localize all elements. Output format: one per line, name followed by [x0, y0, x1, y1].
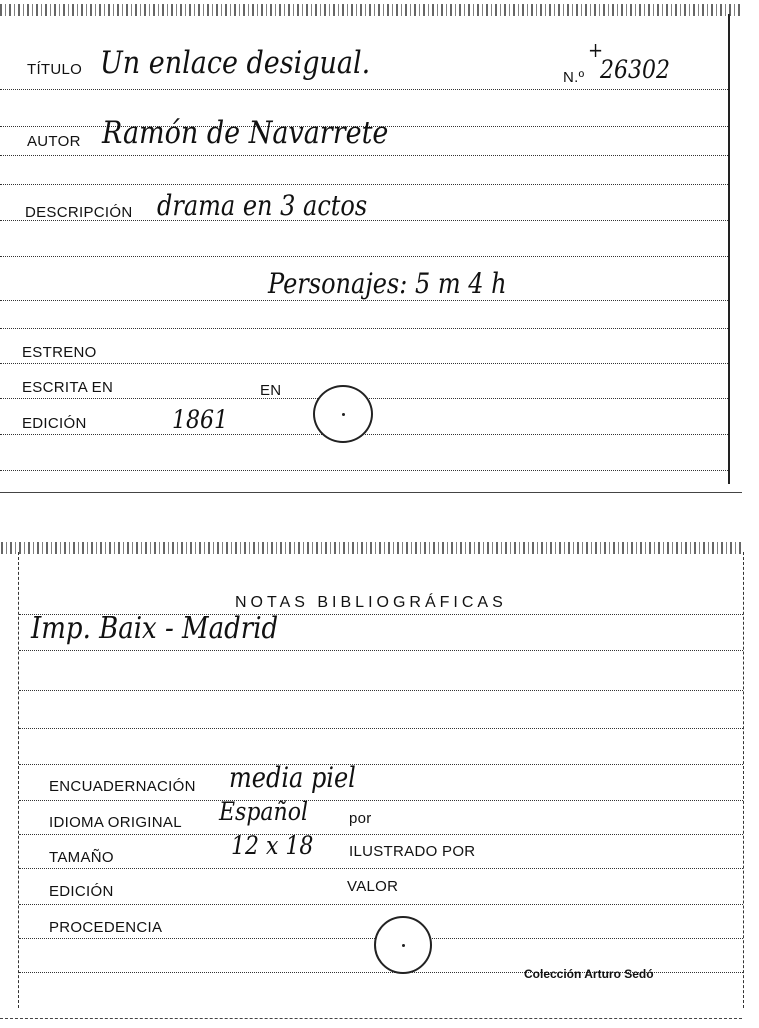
- card-edge-speckle: [1, 542, 743, 554]
- numero-mark: +: [588, 38, 604, 63]
- ruled-line: [0, 470, 728, 471]
- ruled-line: [19, 834, 743, 835]
- descripcion-value: drama en 3 actos: [157, 189, 368, 222]
- ruled-line: [19, 800, 743, 801]
- ruled-line: [19, 764, 743, 765]
- procedencia-label: PROCEDENCIA: [49, 919, 163, 936]
- ruled-line: [0, 328, 728, 329]
- tamano-label: TAMAÑO: [49, 849, 114, 866]
- estreno-label: ESTRENO: [22, 344, 97, 361]
- library-stamp: [374, 916, 432, 974]
- tamano-value: 12 x 18: [231, 832, 314, 861]
- edicion-value: 1861: [172, 406, 228, 435]
- ruled-line: [19, 868, 743, 869]
- autor-label: AUTOR: [27, 133, 81, 150]
- ruled-line: [0, 256, 728, 257]
- titulo-label: TÍTULO: [27, 61, 83, 78]
- card-edge-speckle: [0, 4, 740, 16]
- notas-value: Imp. Baix - Madrid: [31, 611, 279, 646]
- encuadernacion-label: ENCUADERNACIÓN: [49, 778, 196, 795]
- titulo-value: Un enlace desigual.: [100, 45, 371, 81]
- ruled-line: [0, 155, 728, 156]
- numero-label: N.º: [563, 69, 585, 86]
- ruled-line: [19, 728, 743, 729]
- valor-label: VALOR: [347, 878, 399, 895]
- ruled-line: [0, 89, 728, 90]
- numero-value: 26302: [600, 56, 670, 85]
- card-separator: [0, 492, 742, 493]
- autor-value: Ramón de Navarrete: [102, 115, 389, 151]
- escrita-en-label: ESCRITA EN: [22, 379, 114, 396]
- library-stamp: [313, 385, 373, 443]
- personajes-value: Personajes: 5 m 4 h: [268, 267, 507, 300]
- edicion-label: EDICIÓN: [22, 415, 87, 432]
- descripcion-label: DESCRIPCIÓN: [25, 204, 133, 221]
- por-label: por: [349, 810, 372, 827]
- ruled-line: [0, 184, 728, 185]
- ruled-line: [19, 650, 743, 651]
- ruled-line: [0, 363, 728, 364]
- colophon: Colección Arturo Sedó: [524, 967, 654, 981]
- ruled-line: [19, 690, 743, 691]
- edicion-label: EDICIÓN: [49, 883, 114, 900]
- catalog-card-back: [18, 552, 744, 1008]
- card-separator: [0, 1018, 742, 1019]
- ruled-line: [19, 904, 743, 905]
- encuadernacion-value: media piel: [229, 761, 356, 794]
- idioma-value: Español: [219, 798, 308, 827]
- idioma-original-label: IDIOMA ORIGINAL: [49, 814, 182, 831]
- en-label: EN: [260, 382, 282, 399]
- notas-header: NOTAS BIBLIOGRÁFICAS: [235, 594, 507, 611]
- catalog-card-front: [0, 14, 730, 484]
- ruled-line: [0, 300, 728, 301]
- ilustrado-por-label: ILUSTRADO POR: [349, 843, 476, 860]
